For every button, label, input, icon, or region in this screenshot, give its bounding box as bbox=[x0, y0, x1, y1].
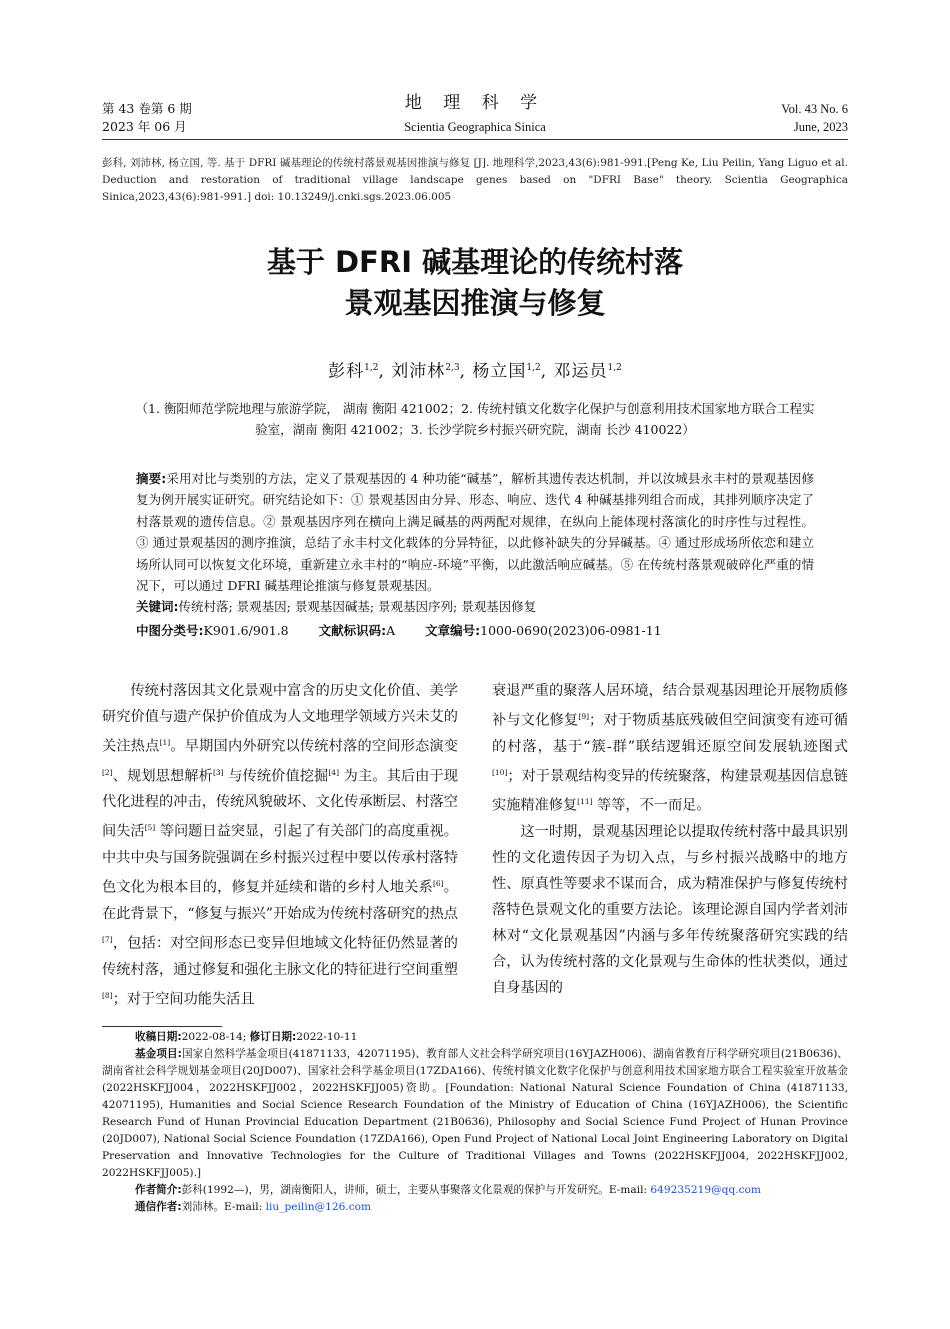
abstract-text: 采用对比与类别的方法，定义了景观基因的 4 种功能“碱基”，解析其遗传表达机制，并以汝城县永丰村的景观基因修复为例开展实证研究。研究结论如下：① 景观基因由分异、形态、响应、迭代 4 种碱基排列组合而成，其排列顺序决定了村落景观的遗传信息。② 景观基因序列在横向上满足碱基的两两配对规律，在纵向上能体现村落演化的时序性与过程性。③ 通过景观基因的测序推演，总结了永丰村文化载体的分异特征，以此修补缺失的分异碱基。④ 通过形成场所依恋和建立场所认同可以恢复文化环境，重新建立永丰村的“响应-环境”平衡，以此激活响应碱基。⑤ 在传统村落景观破碎化严重的情况下，可以通过 DFRI 碱基理论推演与修复景观基因。 bbox=[136, 471, 814, 594]
footnote-funding bbox=[102, 1046, 848, 1182]
author-affil: 1,2 bbox=[526, 363, 541, 373]
revised-date: 2022-10-11 bbox=[296, 1031, 358, 1043]
corresponding-email-link[interactable]: liu_peilin@126.com bbox=[265, 1201, 372, 1213]
title-line-2: 景观基因推演与修复 bbox=[344, 286, 606, 320]
journal-name-cn: 地 理 科 学 bbox=[404, 93, 546, 113]
reference-marker[interactable]: [8] bbox=[102, 990, 113, 1000]
doc-code-label: 文献标识码: bbox=[318, 622, 387, 638]
reference-marker[interactable]: [6] bbox=[432, 879, 444, 889]
footnote-corresponding bbox=[102, 1199, 848, 1216]
body-text: 衰退严重的聚落人居环境，结合景观基因理论开展物质修补与文化修复 bbox=[492, 683, 848, 729]
reference-marker[interactable]: [11] bbox=[577, 797, 593, 807]
body-text: 。早期国内外研究以传统村落的空间形态演变 bbox=[170, 738, 458, 755]
body-text: ；对于物质基底残破但空间演变有迹可循的村落，基于“簇-群”联结逻辑还原空间发展轨迹图式 bbox=[492, 712, 848, 755]
body-paragraph: 这一时期，景观基因理论以提取传统村落中最具识别性的文化遗传因子为切入点，与乡村振兴战略中的地方性、原真性等要求不谋而合，成为精准保护与修复传统村落特色景观文化的重要方法论。该理论源自国内学者刘沛林对“文化景观基因”内涵与多年传统聚落研究实践的结合，认为传统村落的文化景观与生命体的性状类似，通过自身基因的 bbox=[492, 824, 848, 997]
reference-marker[interactable]: [1] bbox=[159, 738, 171, 747]
abstract bbox=[136, 468, 814, 596]
issue-date-en: June, 2023 bbox=[793, 120, 848, 134]
reference-marker[interactable]: [4] bbox=[328, 767, 339, 777]
reference-marker[interactable]: [2] bbox=[102, 767, 113, 777]
body-text: ，包括：对空间形态已变异但地域文化特征仍然显著的传统村落，通过修复和强化主脉文化的特征进行空间重塑 bbox=[102, 935, 458, 978]
issue-info-en bbox=[781, 100, 848, 136]
affiliations bbox=[102, 398, 848, 440]
reference-marker[interactable]: [5] bbox=[144, 823, 156, 833]
received-label: 收稿日期: bbox=[135, 1031, 182, 1043]
body-column-right bbox=[492, 678, 848, 1001]
abstract-block bbox=[136, 468, 814, 641]
issue-volume: 第 43 卷第 6 期 bbox=[102, 101, 192, 116]
reference-marker[interactable]: [9] bbox=[578, 712, 590, 721]
author-name: 邓运员 bbox=[553, 361, 608, 382]
received-date: 2022-08-14 bbox=[181, 1031, 243, 1043]
body-text: 、规划思想解析 bbox=[112, 768, 213, 785]
doc-code-value: A bbox=[386, 622, 396, 638]
body-text: 为主。其后由于现代化进程的冲击，传统风貌破坏、文化传承断层、村落空间失活 bbox=[102, 768, 458, 841]
journal-name-en: Scientia Geographica Sinica bbox=[404, 120, 546, 134]
revised-label: 修订日期: bbox=[249, 1031, 297, 1043]
body-column-left bbox=[102, 678, 458, 1012]
title-line-1: 基于 DFRI 碱基理论的传统村落 bbox=[266, 245, 684, 279]
clc-label: 中图分类号: bbox=[136, 622, 204, 638]
author-name: 刘沛林 bbox=[391, 361, 446, 382]
issue-volume-en: Vol. 43 No. 6 bbox=[781, 102, 848, 116]
body-text: 等等，不一而足。 bbox=[592, 798, 711, 815]
footnotes bbox=[102, 1029, 848, 1216]
body-paragraph bbox=[492, 678, 848, 819]
funding-text: 国家自然科学基金项目(41871133，42071195)、教育部人文社会科学研究项目(16YJAZH006)、湖南省教育厅科学研究项目(21B0636)、湖南省社会科学规划基金项目(20JD007)、国家社会科学基金项目(17ZDA166)、传统村镇文化数字化保护与创意利用技术国家地方联合工程实验室开放基金(2022HSKFJJ004，2022HSKFJJ002，2022HSKFJJ005)资助。[Foundation: National Natural Science Foundation of China (41871133, 42071195), Humanities and Social Science Research Foundation of the Ministry of Education of China (16YJAZH006), the Scientific Research Fund of Hunan Provincial Education Department (21B0636), Philosophy and Social Science Fund Project of Hunan Province (20JD007), National Social Science Foundation (17ZDA166), Open Fund Project of National Local Joint Engineering Laboratory on Digital Preservation and Innovative Technologies for the Culture of Traditional Villages and Towns (2022HSKFJJ004, 2022HSKFJJ002, 2022HSKFJJ005).] bbox=[102, 1048, 848, 1179]
corresponding-label: 通信作者: bbox=[135, 1201, 182, 1213]
author-list: 彭科$^{1,2}$, 刘沛林$^{2,3}$, 杨立国$^{1,2}$, 邓运员$^{1,2}$ bbox=[328, 361, 622, 382]
body-text: ；对于景观结构变异的传统聚落，构建景观基因信息链实施精准修复 bbox=[492, 768, 848, 815]
author-affil: 2,3 bbox=[445, 363, 460, 373]
classification-line bbox=[136, 620, 814, 641]
body-text: 传统村落因其文化景观中富含的历史文化价值、美学研究价值与遗产保护价值成为人文地理学领域方兴未艾的关注热点 bbox=[102, 683, 458, 755]
footnote-author-bio bbox=[102, 1182, 848, 1199]
footnote-dates: 收稿日期:2022-08-14; 修订日期:2022-10-11 bbox=[135, 1031, 358, 1043]
clc-value: K901.6/901.8 bbox=[203, 622, 289, 638]
reference-marker[interactable]: [7] bbox=[102, 934, 113, 944]
body-text: ；对于空间功能失活且 bbox=[112, 991, 255, 1008]
author-email-link[interactable]: 649235219@qq.com bbox=[650, 1184, 761, 1196]
body-text: 等问题日益突显，引起了有关部门的高度重视。中共中央与国务院强调在乡村振兴过程中要以传承村落特色文化为根本目的，修复并延续和谐的乡村人地关系 bbox=[102, 824, 458, 896]
funding-label: 基金项目: bbox=[135, 1048, 182, 1060]
body-paragraph bbox=[102, 678, 458, 1012]
corresponding-text: 刘沛林。E-mail: bbox=[181, 1201, 266, 1213]
keywords-text: 传统村落; 景观基因; 景观基因碱基; 景观基因序列; 景观基因修复 bbox=[178, 599, 537, 615]
abstract-label: 摘要: bbox=[136, 471, 167, 486]
author-name: 杨立国 bbox=[472, 361, 527, 382]
keywords-label: 关键词: bbox=[136, 599, 179, 615]
header-rule bbox=[102, 139, 848, 140]
reference-marker[interactable]: [3] bbox=[212, 767, 224, 777]
body-text: 与传统价值挖掘 bbox=[223, 768, 329, 785]
paper-title bbox=[0, 242, 950, 324]
issue-date: 2023 年 06 月 bbox=[102, 119, 187, 134]
author-name: 彭科 bbox=[328, 361, 365, 382]
author-affil: 1,2 bbox=[607, 363, 622, 373]
reference-marker[interactable]: [10] bbox=[492, 767, 508, 777]
author-bio-text: 彭科(1992—)，男，湖南衡阳人，讲师，硕士，主要从事聚落文化景观的保护与开发研究。E-mail: bbox=[181, 1184, 651, 1196]
affiliation-line-2: 验室，湖南 衡阳 421002；3. 长沙学院乡村振兴研究院，湖南 长沙 410022） bbox=[255, 422, 695, 437]
body-text: 。在此背景下，“修复与振兴”开始成为传统村落研究的热点 bbox=[102, 879, 458, 922]
article-no-label: 文章编号: bbox=[425, 622, 481, 638]
author-bio-label: 作者简介: bbox=[135, 1184, 182, 1196]
citation: 彭科, 刘沛林, 杨立国, 等. 基于 DFRI 碱基理论的传统村落景观基因推演与修复 [J]. 地理科学,2023,43(6):981-991.[Peng Ke, Liu Peilin, Yang Liguo et al. Deduction and restoration of traditional village landscape genes based on "DFRI Base" theory. Scientia Geographica Sinica,2023,43(6):981-991.] doi: 10.13249/j.cnki.sgs.2023.06.005 bbox=[102, 157, 848, 203]
keywords bbox=[136, 596, 814, 617]
affiliation-line-1: （1. 衡阳师范学院地理与旅游学院， 湖南 衡阳 421002；2. 传统村镇文化数字化保护与创意利用技术国家地方联合工程实 bbox=[135, 401, 815, 416]
author-affil: 1,2 bbox=[364, 363, 379, 373]
article-no-value: 1000-0690(2023)06-0981-11 bbox=[480, 622, 662, 638]
footnote-rule bbox=[102, 1026, 222, 1027]
